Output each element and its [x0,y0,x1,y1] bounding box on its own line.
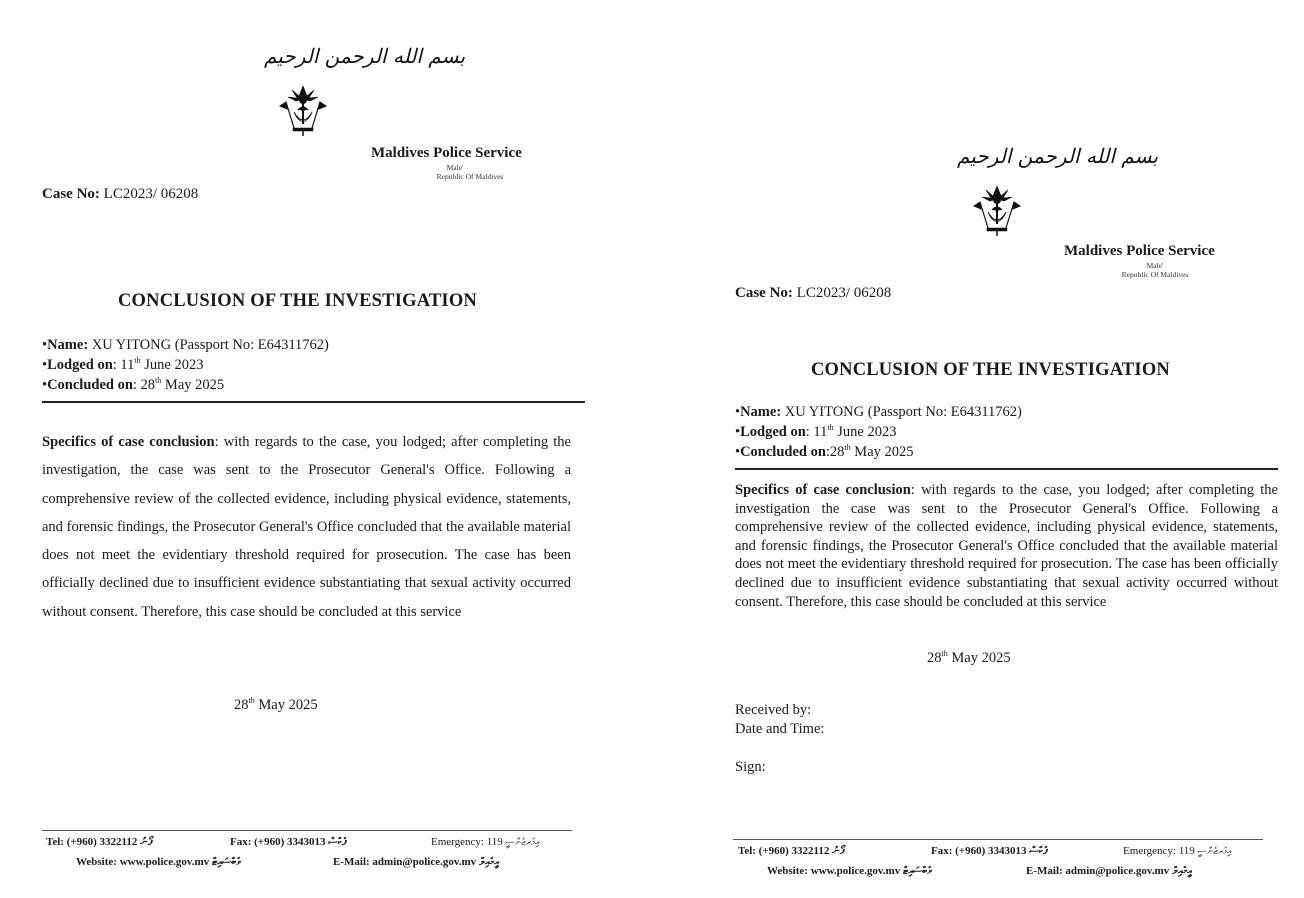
document-date [234,697,318,714]
org-name: Maldives Police Service [371,145,522,161]
org-country: Republic Of Maldives [1121,270,1189,279]
footer-emergency-thaana: އިމަރޖެންސީ [505,837,540,848]
org-name: Maldives Police Service [1064,243,1215,259]
org-address [380,163,530,181]
lodged-ordinal: th [134,356,141,366]
footer-website-text: Website: www.police.gov.mv [76,856,210,868]
concluded-label: Concluded on [47,377,133,393]
footer-fax [931,845,1047,858]
concluded-day: :28 [825,444,845,460]
footer-fax-thaana: ފެކްސް [1029,845,1048,857]
date-day: 28 [927,650,942,666]
bullet-icon: • [42,357,48,373]
footer-emergency [1123,845,1231,857]
footer-divider [733,839,1263,840]
footer-website [76,856,241,869]
concluded-field [42,375,224,395]
bismillah-calligraphy: بسم الله الرحمن الرحيم [264,44,466,68]
concluded-month-year: May 2025 [161,377,225,393]
footer-website-text: Website: www.police.gov.mv [767,865,901,877]
name-value: XU YITONG (Passport No: E64311762) [88,337,329,353]
lodged-ordinal: th [827,423,834,433]
footer-email-text: E-Mail: admin@police.gov.mv [1026,865,1170,877]
footer-fax-thaana: ފެކްސް [328,836,347,848]
org-city: Male' [446,163,464,172]
name-value: XU YITONG (Passport No: E64311762) [781,404,1022,420]
footer-tel-thaana: ފޯނު [140,836,153,848]
received-by: Received by: [735,702,812,718]
concluded-day: : 28 [132,377,156,393]
footer-website-thaana: ވެބްސައިޓް [211,856,242,868]
section-divider [42,401,585,403]
document-page-1 [0,0,640,898]
specifics-label: Specifics of case conclusion [42,434,215,450]
date-month-year: May 2025 [947,650,1011,666]
bismillah-calligraphy: بسم الله الرحمن الرحيم [957,144,1159,168]
case-number-value: LC2023/ 06208 [99,186,199,202]
lodged-field [42,355,203,375]
date-month-year: May 2025 [254,697,318,713]
footer-website [767,865,932,878]
lodged-label: Lodged on [740,424,806,440]
footer-email [1026,865,1192,878]
name-field [42,335,329,355]
concluded-ordinal: th [155,376,162,386]
document-title: CONCLUSION OF THE INVESTIGATION [118,291,477,311]
case-number-label: Case No: [735,285,793,301]
sign-line: Sign: [735,759,766,775]
name-label: Name: [47,337,89,353]
date-and-time: Date and Time: [735,721,825,737]
document-page-2 [650,0,1304,898]
lodged-day: : 11 [112,357,135,373]
footer-emergency-text: Emergency: 119 [1123,845,1195,857]
section-divider [735,468,1278,470]
concluded-ordinal: th [844,443,851,453]
footer-email-text: E-Mail: admin@police.gov.mv [333,856,477,868]
maldives-emblem-icon [972,182,1022,238]
date-ordinal: th [248,696,255,706]
footer-tel-thaana: ފޯނު [832,845,845,857]
name-field [735,402,1022,422]
footer-tel [738,845,844,858]
case-number-label: Case No: [42,186,100,202]
bullet-icon: • [42,377,48,393]
org-country: Republic Of Maldives [436,172,504,181]
footer-emergency-thaana: އިމަރޖެންސީ [1197,846,1232,857]
footer-email [333,856,499,869]
document-date [927,650,1011,667]
footer-website-thaana: ވެބްސައިޓް [902,865,933,877]
footer-tel [46,836,152,849]
case-number [42,186,198,203]
footer-fax-text: Fax: (+960) 3343013 [931,845,1027,857]
document-title: CONCLUSION OF THE INVESTIGATION [811,360,1170,380]
lodged-month-year: June 2023 [140,357,204,373]
footer-emergency-text: Emergency: 119 [431,836,503,848]
footer-email-thaana: އީމެއިލް [478,856,499,868]
footer-fax [230,836,346,849]
concluded-field [735,442,914,462]
maldives-emblem-icon [278,82,328,138]
org-address [1080,261,1230,279]
bullet-icon: • [42,337,48,353]
name-label: Name: [740,404,782,420]
footer-emergency [431,836,539,848]
case-number [735,285,891,302]
footer-fax-text: Fax: (+960) 3343013 [230,836,326,848]
footer-tel-text: Tel: (+960) 3322112 [46,836,138,848]
specifics-text: : with regards to the case, you lodged; after completing the investigation, the case was sent to the Prosecutor General's Office. Following a comprehensive review of the collected evidence, including physical evidence, statements, and forensic findings, the Prosecutor General's Office concluded that the available material does not meet the evidentiary threshold required for prosecution. The case has been officially declined due to insufficient evidence substantiating that sexual activity occurred without consent. Therefore, this case should be concluded at this service [42,434,571,620]
footer-divider [42,830,572,831]
date-day: 28 [234,697,249,713]
specifics-paragraph [42,428,571,626]
concluded-month-year: May 2025 [850,444,914,460]
bullet-icon: • [735,404,741,420]
bullet-icon: • [735,444,741,460]
lodged-month-year: June 2023 [833,424,897,440]
org-city: Male' [1146,261,1164,270]
specifics-paragraph [735,481,1278,611]
specifics-label: Specifics of case conclusion [735,482,911,498]
date-ordinal: th [941,649,948,659]
footer-email-thaana: އީމެއިލް [1171,865,1192,877]
specifics-text: : with regards to the case, you lodged; after completing the investigation the case was sent to the Prosecutor General's Office. Following a comprehensive review of the collected evidence, including physical evidence, statements, and forensic findings, the Prosecutor General's Office concluded that the available material does not meet the evidentiary threshold required for prosecution. The case has been officially declined due to insufficient evidence substantiating that sexual activity occurred without consent. Therefore, this case should be concluded at this service [735,482,1278,610]
concluded-label: Concluded on [740,444,826,460]
lodged-field [735,422,896,442]
footer-tel-text: Tel: (+960) 3322112 [738,845,830,857]
lodged-label: Lodged on [47,357,113,373]
case-number-value: LC2023/ 06208 [792,285,892,301]
lodged-day: : 11 [805,424,828,440]
bullet-icon: • [735,424,741,440]
